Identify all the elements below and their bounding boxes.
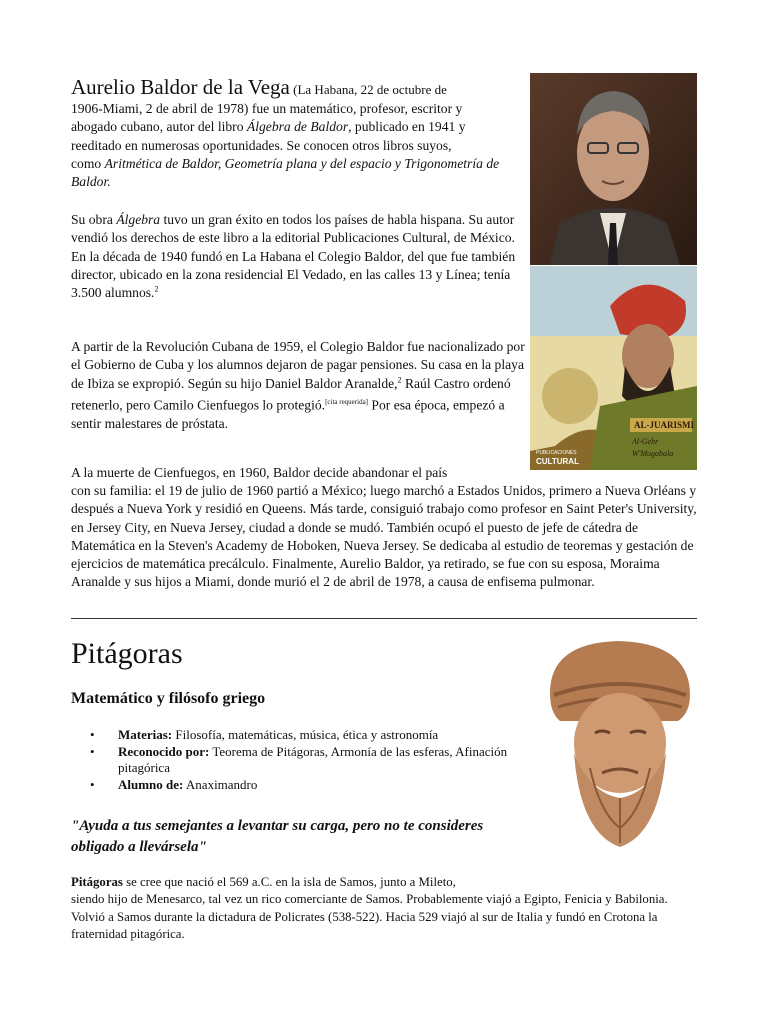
pitagoras-body: siendo hijo de Menesarco, tal vez un rico comerciante de Samos. Probablemente viajó a Egipto, Fenicia y Babilonia. Volvió a Samos durante la dictadura de Policrates (538-522). Hacia 529 viajó al sur de Italia y fundó en Crotona la fraternidad pitagórica.	[71, 892, 668, 941]
cita-requerida: [cita requerida]	[325, 397, 369, 406]
p1-line4: reeditado en numerosas oportunidades. Se conocen otros libros suyos,	[71, 137, 452, 153]
list-item	[90, 727, 510, 744]
p1-book: Álgebra de Baldor	[246, 119, 349, 135]
baldor-portrait-photo	[530, 73, 697, 265]
p2-ref: 2	[154, 284, 159, 294]
baldor-paragraph-1	[71, 100, 525, 191]
p3b: Raúl Castro ordenó retenerlo, pero Camilo Cienfuegos lo protegió.	[71, 375, 511, 413]
fact-value: Teorema de Pitágoras, Armonía de las esferas, Afinación pitagórica	[118, 743, 508, 775]
baldor-heading	[71, 74, 525, 103]
p3-ref: 2	[397, 375, 402, 385]
section-divider	[71, 618, 697, 619]
pitagoras-facts-list	[90, 727, 510, 793]
p3c: Por esa época, empezó a sentir malestares de próstata.	[71, 397, 505, 431]
p2a: Su obra	[71, 212, 117, 227]
baldor-paragraph-2	[71, 211, 525, 302]
p1-line3a: abogado cubano, autor del libro	[71, 119, 247, 135]
pitagoras-body-first-line	[71, 874, 521, 892]
baldor-paragraph-3	[71, 338, 525, 433]
baldor-name: Aurelio Baldor de la Vega	[71, 75, 290, 99]
cover-sub2-text: W'Mugabala	[632, 449, 674, 458]
fact-label: Alumno de:	[118, 776, 184, 792]
baldor-paragraph-4-first: A la muerte de Cienfuegos, en 1960, Baldor decide abandonar el país	[71, 465, 448, 480]
publisher-label-1: PUBLICACIONES	[536, 450, 577, 456]
cover-sub1-text: Al-Gebr	[632, 437, 659, 446]
pitagoras-bust-image	[540, 633, 697, 851]
p1-books2: Aritmética de Baldor, Geometría plana y del espacio y Trigonometría de Baldor.	[71, 155, 500, 190]
publisher-label-2: CULTURAL	[536, 457, 579, 466]
p1-line3b: , publicado en 1941 y	[348, 119, 466, 135]
al-juarismi-book-cover	[530, 266, 697, 470]
list-item	[90, 777, 510, 794]
body-line1: se cree que nació el 569 a.C. en la isla de Samos, junto a Mileto,	[122, 875, 456, 889]
baldor-paragraph-4: con su familia: el 19 de julio de 1960 partió a México; luego marchó a Estados Unidos, primero a Nueva Orléans y después a Nueva York y residió en Queens. Más tarde, consiguió trabajo como profesor en Saint Peter's University, en Jersey City, en Nueva Jersey, ciudad a donde se mudó. También ocupó el puesto de jefe de cátedra de Matemática en la Steven's Academy de Hoboken, Nueva Jersey. Se dedicaba al estudio de teoremas y gestación de ejercicios de matemática precálculo. Finalmente, Aurelio Baldor, ya retirado, se fue con su esposa, Moraima Aranalde y sus hijos a Miami, donde murió el 2 de abril de 1978, a causa de enfisema pulmonar.	[71, 483, 697, 590]
fact-label: Materias:	[118, 727, 173, 742]
p3a: A partir de la Revolución Cubana de 1959, el Colegio Baldor fue nacionalizado por el Gobierno de Cuba y los alumnos dejaron de pagar pensiones. Su casa en la playa de Ibiza se expropió. Según su hijo Daniel Baldor Aranalde,	[71, 339, 525, 391]
pitagoras-subtitle: Matemático y filósofo griego	[71, 690, 266, 707]
p2b: tuvo un gran éxito en todos los países de habla hispana. Su autor vendió los derechos de este libro a la editorial Publicaciones Cultural, de México. En la década de 1940 fundó en La Habana el Colegio Baldor, del que fue también director, ubicado en la zona residencial El Vedado, en las calles 13 y Línea; tenía 3.500 alumnos.	[71, 212, 516, 301]
cover-title-text: AL-JUARISMI	[634, 420, 695, 430]
pitagoras-name-bold: Pitágoras	[71, 875, 123, 889]
pitagoras-quote: "Ayuda a tus semejantes a levantar su carga, pero no te consideres obligado a llevársela"	[71, 818, 484, 855]
pitagoras-title: Pitágoras	[71, 637, 183, 670]
fact-label: Reconocido por:	[118, 743, 210, 759]
baldor-intro-rest: (La Habana, 22 de octubre de	[289, 82, 447, 97]
fact-value: Anaximandro	[183, 776, 258, 792]
p1-line2: 1906-Miami, 2 de abril de 1978) fue un matemático, profesor, escritor y	[71, 101, 463, 116]
p1-line5a: como	[71, 155, 105, 171]
p2-book: Álgebra	[116, 212, 161, 227]
list-item	[90, 744, 510, 777]
fact-value: Filosofía, matemáticas, música, ética y astronomía	[172, 727, 439, 742]
